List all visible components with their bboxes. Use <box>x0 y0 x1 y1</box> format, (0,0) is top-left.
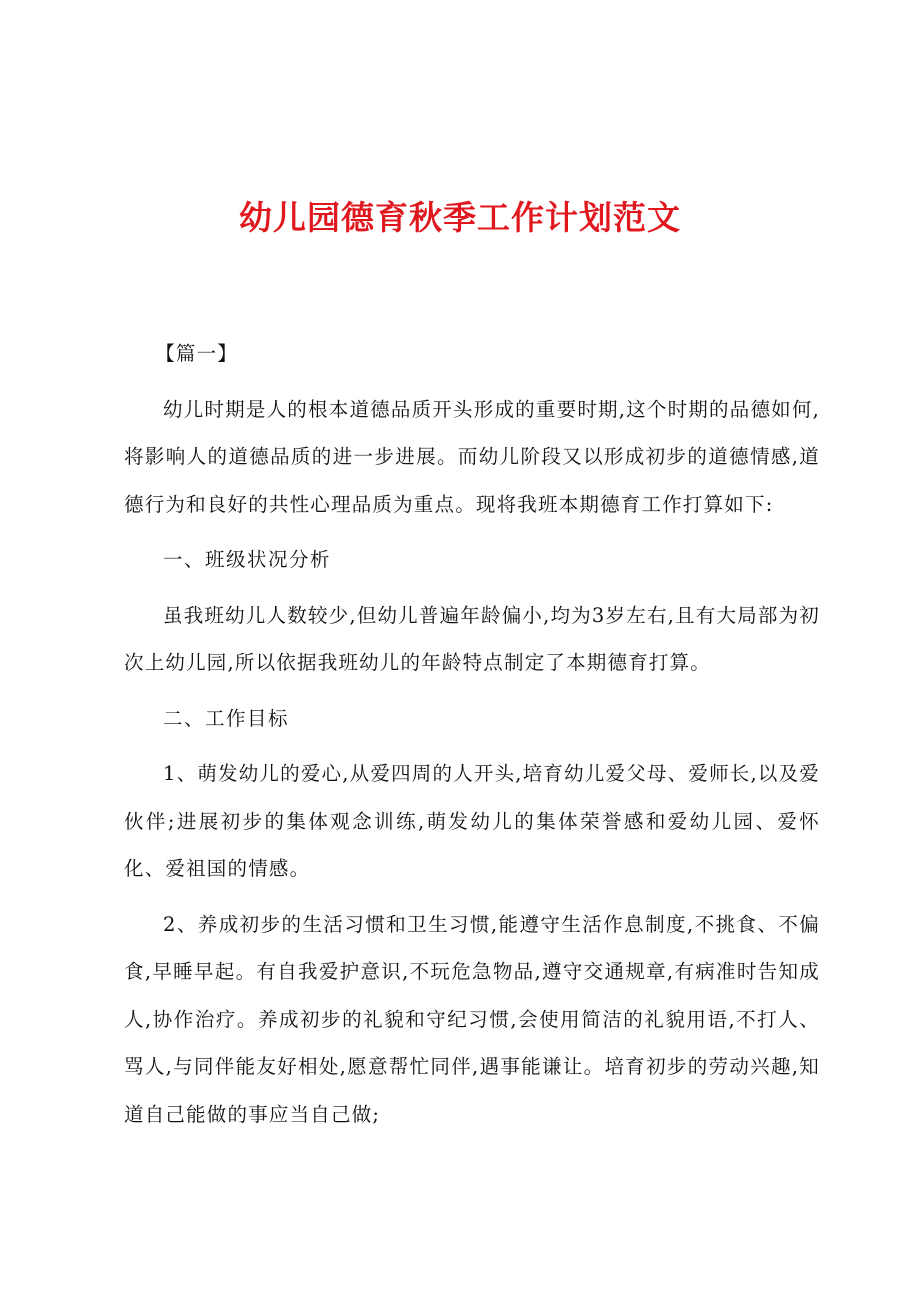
section-label: 【篇一】 <box>155 342 238 365</box>
paragraph-analysis: 虽我班幼儿人数较少,但幼儿普遍年龄偏小,均为3岁左右,且有大局部为初次上幼儿园,所以依据我班幼儿的年龄特点制定了本期德育打算。 <box>124 603 820 674</box>
document-title: 幼儿园德育秋季工作计划范文 <box>239 198 681 237</box>
heading-work-goals: 二、工作目标 <box>163 706 290 730</box>
paragraph-intro: 幼儿时期是人的根本道德品质开头形成的重要时期,这个时期的品德如何,将影响人的道德品质的进一步进展。而幼儿阶段又以形成初步的道德情感,道德行为和良好的共性心理品质为重点。现将我班本期德育工作打算如下: <box>124 397 820 516</box>
paragraph-goal-1: 1、萌发幼儿的爱心,从爱四周的人开头,培育幼儿爱父母、爱师长,以及爱伙伴;进展初步的集体观念训练,萌发幼儿的集体荣誉感和爱幼儿园、爱怀化、爱祖国的情感。 <box>124 762 820 880</box>
document-body <box>124 330 820 1146</box>
paragraph-goal-2: 2、养成初步的生活习惯和卫生习惯,能遵守生活作息制度,不挑食、不偏食,早睡早起。有自我爱护意识,不玩危急物品,遵守交通规章,有病准时告知成人,协作治疗。养成初步的礼貌和守纪习惯,会使用简洁的礼貌用语,不打人、骂人,与同伴能友好相处,愿意帮忙同伴,遇事能谦让。培育初步的劳动兴趣,知道自己能做的事应当自己做; <box>124 912 820 1126</box>
heading-class-analysis: 一、班级状况分析 <box>163 548 332 571</box>
